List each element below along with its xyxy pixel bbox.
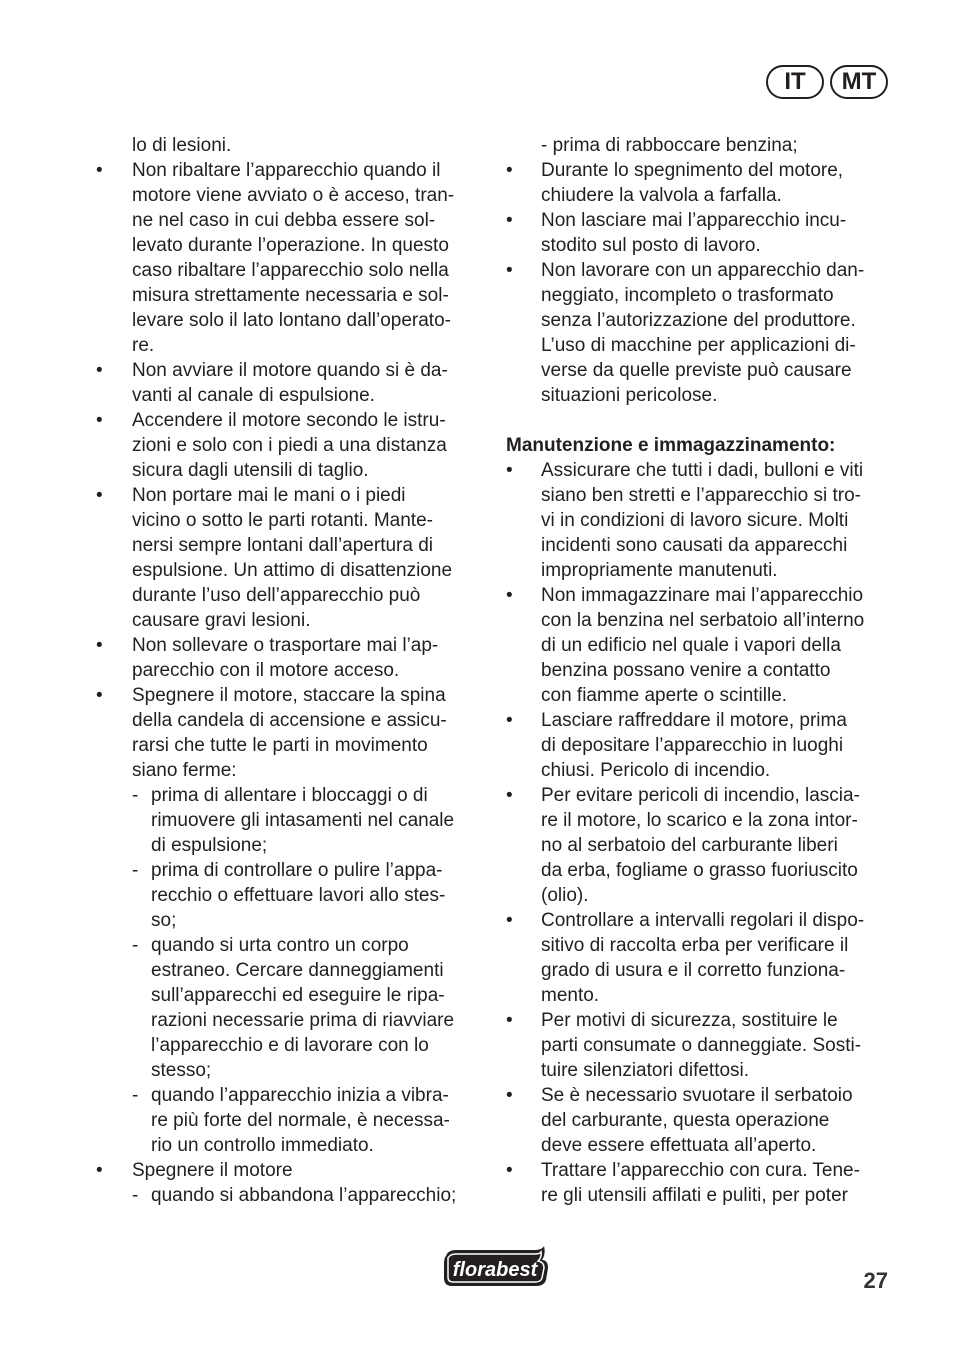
continuation-line xyxy=(506,983,896,1008)
bullet-marker: • xyxy=(96,635,103,656)
continuation-line xyxy=(506,183,896,208)
dash-marker: - xyxy=(132,860,139,881)
sub-item-line xyxy=(96,1183,486,1208)
bullet-marker: • xyxy=(96,485,103,506)
bullet-line xyxy=(506,583,896,608)
continuation-line xyxy=(96,308,486,333)
line-text: re il motore, lo scarico e la zona intor- xyxy=(541,810,858,831)
line-text: rarsi che tutte le parti in movimento xyxy=(132,735,428,756)
line-text: nersi sempre lontani dall’apertura di xyxy=(132,535,433,556)
sub-continuation-line xyxy=(96,908,486,933)
continuation-line xyxy=(506,658,896,683)
continuation-line xyxy=(96,658,486,683)
bullet-line xyxy=(96,158,486,183)
continuation-line xyxy=(506,1183,896,1208)
continuation-line xyxy=(96,383,486,408)
continuation-line xyxy=(506,358,896,383)
bullet-line xyxy=(96,683,486,708)
continuation-line xyxy=(506,483,896,508)
sub-continuation-line xyxy=(96,808,486,833)
bullet-marker: • xyxy=(506,785,513,806)
bullet-line xyxy=(506,783,896,808)
bullet-line xyxy=(506,208,896,233)
line-text: con fiamme aperte o scintille. xyxy=(541,685,788,706)
sub-item-text: prima di allentare i bloccaggi o di xyxy=(151,785,428,806)
line-text: neggiato, incompleto o trasformato xyxy=(541,285,834,306)
bullet-text: Accendere il motore secondo le istru- xyxy=(132,410,446,431)
language-badge-mt: MT xyxy=(830,65,888,99)
continuation-line xyxy=(506,733,896,758)
continuation-line xyxy=(506,558,896,583)
sub-continuation-line xyxy=(96,1133,486,1158)
line-text: parti consumate o danneggiate. Sosti- xyxy=(541,1035,862,1056)
sub-continuation-line xyxy=(96,983,486,1008)
line-text: re gli utensili affilati e puliti, per poter xyxy=(541,1185,848,1206)
bullet-marker: • xyxy=(96,685,103,706)
bullet-line xyxy=(96,1158,486,1183)
bullet-marker: • xyxy=(506,710,513,731)
continuation-line xyxy=(96,733,486,758)
line-text: vicino o sotto le parti rotanti. Mante- xyxy=(132,510,433,531)
language-badges xyxy=(760,65,888,99)
section-heading: Manutenzione e immagazzinamento: xyxy=(506,435,836,456)
continuation-line xyxy=(96,558,486,583)
bullet-line xyxy=(506,258,896,283)
bullet-line xyxy=(96,483,486,508)
logo-wordmark: florabest xyxy=(452,1259,538,1281)
continuation-line xyxy=(506,1058,896,1083)
right-column xyxy=(506,133,896,1208)
continuation-line xyxy=(506,833,896,858)
dash-marker: - xyxy=(132,785,139,806)
line-text: benzina possano venire a contatto xyxy=(541,660,831,681)
line-text: durante l’uso dell’apparecchio può xyxy=(132,585,421,606)
bullet-marker: • xyxy=(506,260,513,281)
line-text: l’apparecchio e di lavorare con lo xyxy=(151,1035,429,1056)
continuation-line xyxy=(506,1108,896,1133)
continuation-line xyxy=(96,583,486,608)
bullet-text: Non lavorare con un apparecchio dan- xyxy=(541,260,865,281)
line-text: incidenti sono causati da apparecchi xyxy=(541,535,848,556)
bullet-text: Per evitare pericoli di incendio, lascia- xyxy=(541,785,860,806)
bullet-text: Non sollevare o trasportare mai l’ap- xyxy=(132,635,439,656)
sub-item-line xyxy=(506,133,896,158)
sub-continuation-line xyxy=(96,833,486,858)
sub-continuation-line xyxy=(96,1058,486,1083)
continuation-line xyxy=(96,708,486,733)
line-text: (olio). xyxy=(541,885,589,906)
bullet-text: Assicurare che tutti i dadi, bulloni e viti xyxy=(541,460,864,481)
continuation-line xyxy=(506,1133,896,1158)
blank-line xyxy=(506,408,896,433)
line-text: impropriamente manutenuti. xyxy=(541,560,778,581)
line-text: vanti al canale di espulsione. xyxy=(132,385,375,406)
sub-item-line xyxy=(96,1083,486,1108)
line-text: parecchio con il motore acceso. xyxy=(132,660,400,681)
line-text: grado di usura e il corretto funziona- xyxy=(541,960,846,981)
continuation-line xyxy=(506,1033,896,1058)
line-text: verse da quelle previste può causare xyxy=(541,360,852,381)
continuation-line xyxy=(96,608,486,633)
line-text: della candela di accensione e assicu- xyxy=(132,710,447,731)
bullet-marker: • xyxy=(506,910,513,931)
line-text: zioni e solo con i piedi a una distanza xyxy=(132,435,447,456)
continuation-line xyxy=(96,458,486,483)
continuation-line xyxy=(506,233,896,258)
bullet-marker: • xyxy=(506,585,513,606)
line-text: misura strettamente necessaria e sol- xyxy=(132,285,449,306)
sub-item-text: prima di controllare o pulire l’appa- xyxy=(151,860,443,881)
line-text: chiudere la valvola a farfalla. xyxy=(541,185,782,206)
bullet-text: Spegnere il motore, staccare la spina xyxy=(132,685,446,706)
bullet-line xyxy=(506,458,896,483)
line-text: di un edificio nel quale i vapori della xyxy=(541,635,841,656)
line-text: deve essere effettuata all’aperto. xyxy=(541,1135,817,1156)
line-text: situazioni pericolose. xyxy=(541,385,718,406)
continuation-line xyxy=(506,308,896,333)
sub-continuation-line xyxy=(96,958,486,983)
bullet-line xyxy=(506,708,896,733)
left-column xyxy=(96,133,486,1208)
line-text: lo di lesioni. xyxy=(132,135,232,156)
sub-continuation-line xyxy=(96,883,486,908)
line-text: di espulsione; xyxy=(151,835,268,856)
dash-marker: - xyxy=(132,935,139,956)
continuation-line xyxy=(506,283,896,308)
bullet-text: Non lasciare mai l’apparecchio incu- xyxy=(541,210,847,231)
bullet-line xyxy=(96,408,486,433)
bullet-line xyxy=(506,158,896,183)
bullet-marker: • xyxy=(506,1010,513,1031)
bullet-text: Controllare a intervalli regolari il dispo- xyxy=(541,910,865,931)
bullet-line xyxy=(506,1083,896,1108)
sub-item-line xyxy=(96,858,486,883)
continuation-line xyxy=(506,508,896,533)
continuation-line xyxy=(96,133,486,158)
bullet-marker: • xyxy=(96,410,103,431)
florabest-logo xyxy=(438,1244,552,1297)
line-text: levare solo il lato lontano dall’operato- xyxy=(132,310,451,331)
continuation-line xyxy=(506,333,896,358)
line-text: del carburante, questa operazione xyxy=(541,1110,830,1131)
bullet-marker: • xyxy=(96,160,103,181)
bullet-line xyxy=(506,1008,896,1033)
bullet-marker: • xyxy=(96,360,103,381)
line-text: mento. xyxy=(541,985,600,1006)
continuation-line xyxy=(506,633,896,658)
line-text: da erba, fogliame o grasso fuoriuscito xyxy=(541,860,858,881)
continuation-line xyxy=(96,283,486,308)
page-number: 27 xyxy=(863,1268,888,1293)
continuation-line xyxy=(96,533,486,558)
continuation-line xyxy=(96,233,486,258)
continuation-line xyxy=(506,683,896,708)
line-text: causare gravi lesioni. xyxy=(132,610,311,631)
continuation-line xyxy=(96,333,486,358)
line-text: re più forte del normale, è necessa- xyxy=(151,1110,450,1131)
sub-continuation-line xyxy=(96,1108,486,1133)
bullet-text: Non ribaltare l’apparecchio quando il xyxy=(132,160,441,181)
continuation-line xyxy=(506,933,896,958)
continuation-line xyxy=(506,858,896,883)
sub-item-text: quando l’apparecchio inizia a vibra- xyxy=(151,1085,449,1106)
line-text: estraneo. Cercare danneggiamenti xyxy=(151,960,444,981)
bullet-line xyxy=(506,908,896,933)
continuation-line xyxy=(96,758,486,783)
language-badge-it: IT xyxy=(766,65,824,99)
line-text: recchio o effettuare lavori allo stes- xyxy=(151,885,446,906)
line-text: siano ferme: xyxy=(132,760,237,781)
line-text: tuire silenziatori difettosi. xyxy=(541,1060,750,1081)
bullet-marker: • xyxy=(506,160,513,181)
bullet-text: Lasciare raffreddare il motore, prima xyxy=(541,710,847,731)
continuation-line xyxy=(96,208,486,233)
continuation-line xyxy=(96,258,486,283)
continuation-line xyxy=(506,883,896,908)
bullet-text: Durante lo spegnimento del motore, xyxy=(541,160,844,181)
line-text: stesso; xyxy=(151,1060,212,1081)
sub-continuation-line xyxy=(96,1033,486,1058)
bullet-line xyxy=(96,633,486,658)
bullet-marker: • xyxy=(506,1160,513,1181)
continuation-line xyxy=(506,758,896,783)
bullet-marker: • xyxy=(506,460,513,481)
continuation-line xyxy=(506,958,896,983)
dash-marker: - xyxy=(132,1185,139,1206)
line-text: L’uso di macchine per applicazioni di- xyxy=(541,335,856,356)
line-text: con la benzina nel serbatoio all’interno xyxy=(541,610,865,631)
sub-item-text: - prima di rabboccare benzina; xyxy=(541,135,798,156)
bullet-text: Trattare l’apparecchio con cura. Tene- xyxy=(541,1160,860,1181)
continuation-line xyxy=(506,533,896,558)
line-text: so; xyxy=(151,910,177,931)
line-text: senza l’autorizzazione del produttore. xyxy=(541,310,856,331)
line-text: caso ribaltare l’apparecchio solo nella xyxy=(132,260,449,281)
line-text: rio un controllo immediato. xyxy=(151,1135,374,1156)
continuation-line xyxy=(506,808,896,833)
line-text: razioni necessarie prima di riavviare xyxy=(151,1010,455,1031)
line-text: ne nel caso in cui debba essere sol- xyxy=(132,210,436,231)
continuation-line xyxy=(506,608,896,633)
bullet-text: Non portare mai le mani o i piedi xyxy=(132,485,406,506)
bullet-text: Non immagazzinare mai l’apparecchio xyxy=(541,585,864,606)
line-text: vi in condizioni di lavoro sicure. Molti xyxy=(541,510,849,531)
line-text: chiusi. Pericolo di incendio. xyxy=(541,760,771,781)
sub-item-text: quando si urta contro un corpo xyxy=(151,935,409,956)
line-text: siano ben stretti e l’apparecchio si tro- xyxy=(541,485,861,506)
sub-continuation-line xyxy=(96,1008,486,1033)
continuation-line xyxy=(96,183,486,208)
bullet-marker: • xyxy=(506,210,513,231)
line-text: sull’apparecchi ed eseguire le ripa- xyxy=(151,985,445,1006)
sub-item-text: quando si abbandona l’apparecchio; xyxy=(151,1185,457,1206)
bullet-text: Non avviare il motore quando si è da- xyxy=(132,360,448,381)
line-text: rimuovere gli intasamenti nel canale xyxy=(151,810,455,831)
continuation-line xyxy=(96,508,486,533)
line-text: sitivo di raccolta erba per verificare il xyxy=(541,935,849,956)
line-text: espulsione. Un attimo di disattenzione xyxy=(132,560,453,581)
dash-marker: - xyxy=(132,1085,139,1106)
florabest-logo-graphic xyxy=(438,1244,552,1290)
line-text: stodito sul posto di lavoro. xyxy=(541,235,761,256)
line-text: sicura dagli utensili di taglio. xyxy=(132,460,369,481)
continuation-line xyxy=(96,433,486,458)
bullet-line xyxy=(506,1158,896,1183)
line-text: levato durante l’operazione. In questo xyxy=(132,235,449,256)
line-text: re. xyxy=(132,335,155,356)
bullet-line xyxy=(96,358,486,383)
line-text: no al serbatoio del carburante liberi xyxy=(541,835,838,856)
bullet-marker: • xyxy=(506,1085,513,1106)
bullet-text: Se è necessario svuotare il serbatoio xyxy=(541,1085,853,1106)
bullet-text: Per motivi di sicurezza, sostituire le xyxy=(541,1010,838,1031)
sub-item-line xyxy=(96,783,486,808)
line-text: di depositare l’apparecchio in luoghi xyxy=(541,735,844,756)
continuation-line xyxy=(506,383,896,408)
sub-item-line xyxy=(96,933,486,958)
bullet-text: Spegnere il motore xyxy=(132,1160,293,1181)
line-text: motore viene avviato o è acceso, tran- xyxy=(132,185,455,206)
bullet-marker: • xyxy=(96,1160,103,1181)
